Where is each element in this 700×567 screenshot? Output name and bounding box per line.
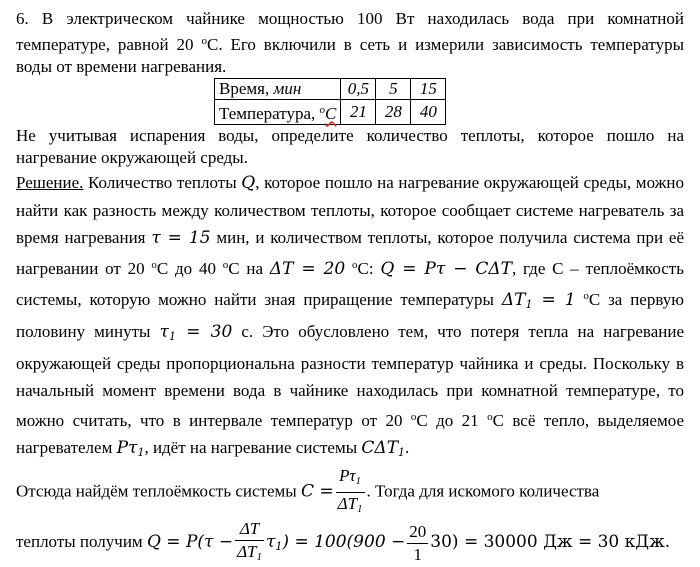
solution-text: с. Это обусловлено тем, что потеря тепла на нагревание окружающей среды пропорциональна разности температур чайника и среды. Поскольку в начальный момент времени вода в чайнике находилась при комнатной температуре, то можно считать, что в интервале температур от 20 [16,322,684,430]
solution-text: теплоты получим [16,531,147,551]
subscript: 1 [398,446,406,459]
solution-text: , идёт на нагревание системы [144,438,362,457]
formula-main: Q = Pτ − CΔT [380,259,513,279]
formula-delta-t1-symbol: ΔT [501,290,526,310]
heat-capacity-line [16,466,684,519]
table-cell: 15 [411,79,446,100]
degree-symbol: о [487,411,493,423]
fraction-numerator-text: Pτ [339,466,356,485]
fraction-numerator [336,466,365,493]
table-row-label-temperature [215,100,341,125]
formula-delta-t: ΔT = 20 [269,259,346,279]
data-table [214,78,446,125]
fraction-numeric [407,522,428,565]
solution-text: Количество теплоты [83,173,242,192]
degree-symbol: о [151,259,157,271]
time-label: Время, [219,79,274,98]
table-cell: 28 [376,100,411,125]
formula-c-delta-t1 [361,438,405,458]
table-cell: 0,5 [341,79,376,100]
temperature-label: Температура, [219,104,320,123]
solution-text: С до 40 [156,259,223,278]
degree-symbol: о [583,290,589,302]
solution-text: . [405,438,410,457]
symbol-q: Q [241,173,256,193]
formula-tau1-term-symbol: τ [266,531,276,552]
degree-symbol: о [410,411,417,423]
table-cell: 21 [341,100,376,125]
subscript: 1 [275,539,283,553]
table-row-label-time [215,79,341,100]
solution-text: Отсюда найдём теплоёмкость системы [16,481,301,501]
solution-paragraph [16,169,684,466]
formula-delta-t1 [502,290,576,310]
problem-text-line1: В электрическом чайнике мощностью 100 Вт находилась вода при комнатной температуре, равной 20 [16,9,685,54]
formula-q-eq: Q = P(τ − [146,531,234,552]
table-cell: 5 [376,79,411,100]
question-text: Не учитывая испарения воды, определите количество теплоты, которое пошло на нагревание окружающей среды. [16,126,684,167]
fraction-denominator-text: ΔT [337,494,358,513]
temperature-unit [320,104,337,123]
temperature-unit-c: С [325,104,337,123]
solution-text: С за первую половину минуты [16,290,684,341]
degree-unit: С [206,35,219,54]
degree-symbol: о [222,259,229,271]
subscript: 1 [137,446,145,459]
formula-delta-t1-value: = 1 [532,290,576,310]
formula-mid-eq: ) = 100(900 − [282,531,406,552]
formula-final-result: 30) = 30000 Дж = 30 кДж. [430,531,671,552]
fraction-heat-capacity [336,466,365,519]
formula-c-eq: C = [300,481,334,502]
table-cell: 40 [411,100,446,125]
problem-statement [16,8,684,78]
final-answer-line [16,519,684,567]
formula-tau: τ = 15 [151,228,211,248]
degree-symbol: о [351,259,358,271]
formula-c-delta-t1-symbol: CΔT [361,438,399,458]
fraction-denominator: 1 [413,544,423,564]
solution-text: С всё тепло, выделяемое нагревателем [16,411,684,457]
fraction-numerator: ΔT [235,519,264,541]
formula-tau1-symbol: τ [159,322,169,342]
formula-tau1-value: = 30 [175,322,233,342]
solution-text: С: [357,259,381,278]
table-row [215,79,446,100]
degree-symbol: о [201,35,207,47]
temperature-unit-degree: о [319,104,326,116]
solution-label: Решение. [16,173,84,192]
fraction-denominator-text: ΔT [237,542,257,561]
solution-text: С на [228,259,270,278]
solution-text: , где С – теплоёмкость системы, которую можно найти зная приращение температуры [16,259,684,309]
subscript: 1 [525,298,533,311]
table-row [215,100,446,125]
solution-text: , которое пошло на нагревание окружающей среды, можно найти как разность между количеством теплоты, которое сообщает системе нагреватель за время нагревания [16,173,684,247]
time-unit: мин [273,79,302,98]
formula-tau1-term [266,532,282,552]
subscript: 1 [357,503,363,515]
document [16,8,684,567]
problem-text-after-temp: . Его включили в сеть и измерили зависимость температуры воды от времени нагревания. [16,35,684,76]
fraction-denominator [235,541,264,567]
formula-p-tau1 [117,438,145,458]
fraction-numerator: 20 [407,522,428,544]
solution-text: . Тогда для искомого количества [366,481,600,501]
fraction-denominator [336,493,365,519]
subscript: 1 [168,330,176,343]
formula-tau1 [160,322,233,342]
subscript: 1 [355,475,362,487]
solution-text: мин, и количеством теплоты, которое получила система при её нагревании от 20 [16,228,684,278]
fraction-delta-ratio [235,519,264,567]
subscript: 1 [256,551,263,563]
solution-text: С до 21 [416,411,488,430]
problem-number: 6. [16,9,29,28]
formula-p-tau1-symbol: Pτ [116,438,138,458]
